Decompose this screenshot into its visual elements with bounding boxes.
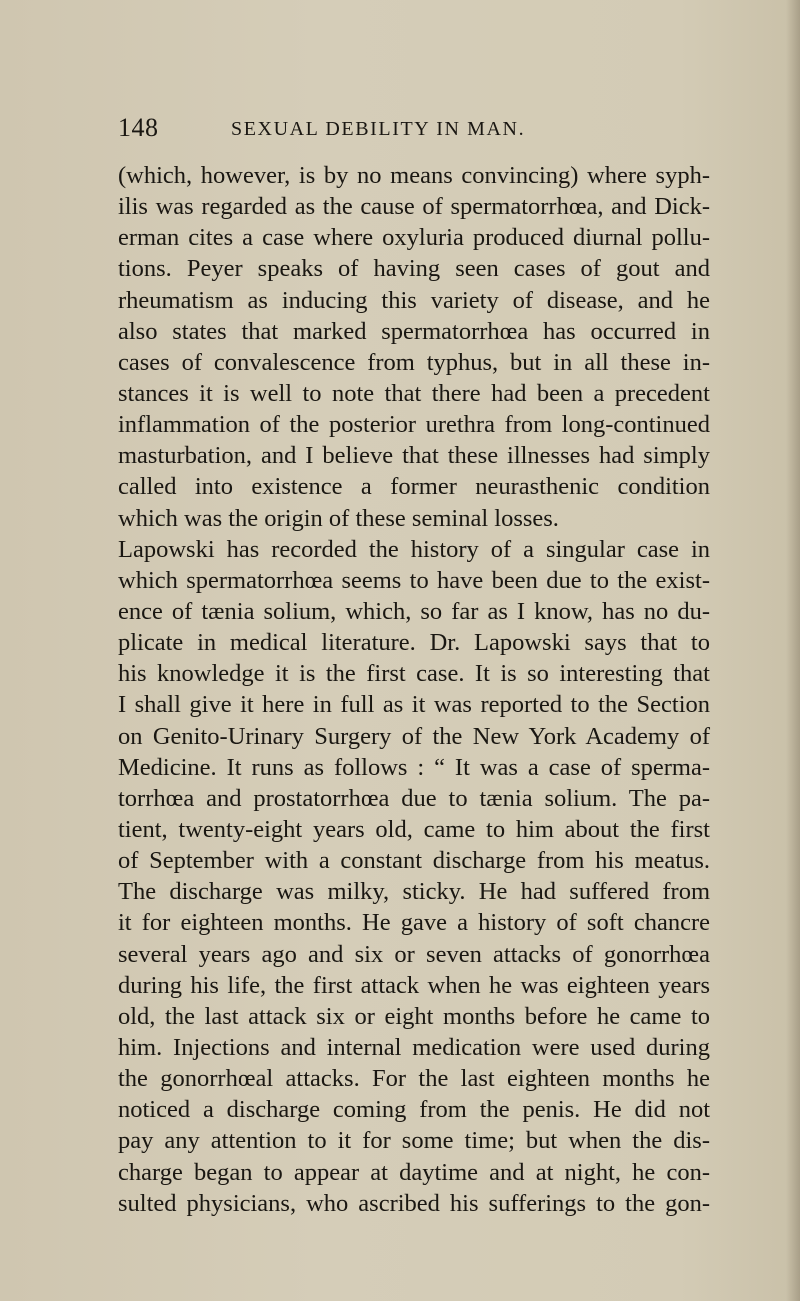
text-line: stances it is well to note that there had been a precedent <box>118 379 710 407</box>
text-line: Medicine. It runs as follows : “ It was a case of sperma- <box>118 753 710 781</box>
text-line: also states that marked spermatorrhœa has occurred in <box>118 317 710 345</box>
text-line: masturbation, and I believe that these illnesses had simply <box>118 442 710 470</box>
page-edge-shadow <box>786 0 800 1301</box>
text-line: erman cites a case where oxyluria produced diurnal pollu- <box>118 224 710 252</box>
running-head: SEXUAL DEBILITY IN MAN. <box>231 118 526 140</box>
text-line: ence of tænia solium, which, so far as I know, has no du- <box>118 597 710 625</box>
text-line: which was the origin of these seminal losses. <box>118 504 559 532</box>
text-line: I shall give it here in full as it was reported to the Section <box>118 691 710 719</box>
text-line: (which, however, is by no means convincing) where syph- <box>118 162 710 189</box>
text-line: the gonorrhœal attacks. For the last eighteen months he <box>118 1065 710 1093</box>
text-line: old, the last attack six or eight months before he came to <box>118 1002 710 1030</box>
text-line: pay any attention to it for some time; but when the dis- <box>118 1127 710 1155</box>
text-line: torrhœa and prostatorrhœa due to tænia solium. The pa- <box>118 784 710 812</box>
text-line: rheumatism as inducing this variety of disease, and he <box>118 286 710 314</box>
text-line: it for eighteen months. He gave a history of soft chancre <box>118 909 710 937</box>
text-line: tient, twenty-eight years old, came to him about the first <box>118 815 710 843</box>
page-number: 148 <box>118 113 159 142</box>
text-line: charge began to appear at daytime and at night, he con- <box>118 1158 710 1186</box>
page-header <box>118 113 710 147</box>
text-line: plicate in medical literature. Dr. Lapowski says that to <box>118 629 710 657</box>
body-text <box>118 160 710 1219</box>
text-line: which spermatorrhœa seems to have been due to the exist- <box>118 566 710 594</box>
text-line: of September with a constant discharge from his meatus. <box>118 847 710 875</box>
text-line: on Genito-Urinary Surgery of the New York Academy of <box>118 722 710 750</box>
text-line: Lapowski has recorded the history of a singular case in <box>118 535 710 563</box>
text-line: The discharge was milky, sticky. He had suffered from <box>118 878 710 906</box>
text-line: during his life, the first attack when he was eighteen years <box>118 971 710 999</box>
text-line: noticed a discharge coming from the penis. He did not <box>118 1096 710 1124</box>
text-line: tions. Peyer speaks of having seen cases of gout and <box>118 255 710 283</box>
text-line: cases of convalescence from typhus, but in all these in- <box>118 348 710 376</box>
text-line: him. Injections and internal medication were used during <box>118 1033 710 1061</box>
text-line: called into existence a former neurasthenic condition <box>118 473 710 501</box>
text-line: inflammation of the posterior urethra from long-continued <box>118 411 710 439</box>
text-line: ilis was regarded as the cause of spermatorrhœa, and Dick- <box>118 193 710 221</box>
text-line: several years ago and six or seven attacks of gonorrhœa <box>118 940 710 968</box>
text-line: sulted physicians, who ascribed his sufferings to the gon- <box>118 1189 710 1217</box>
text-line: his knowledge it is the first case. It is so interesting that <box>118 660 710 688</box>
